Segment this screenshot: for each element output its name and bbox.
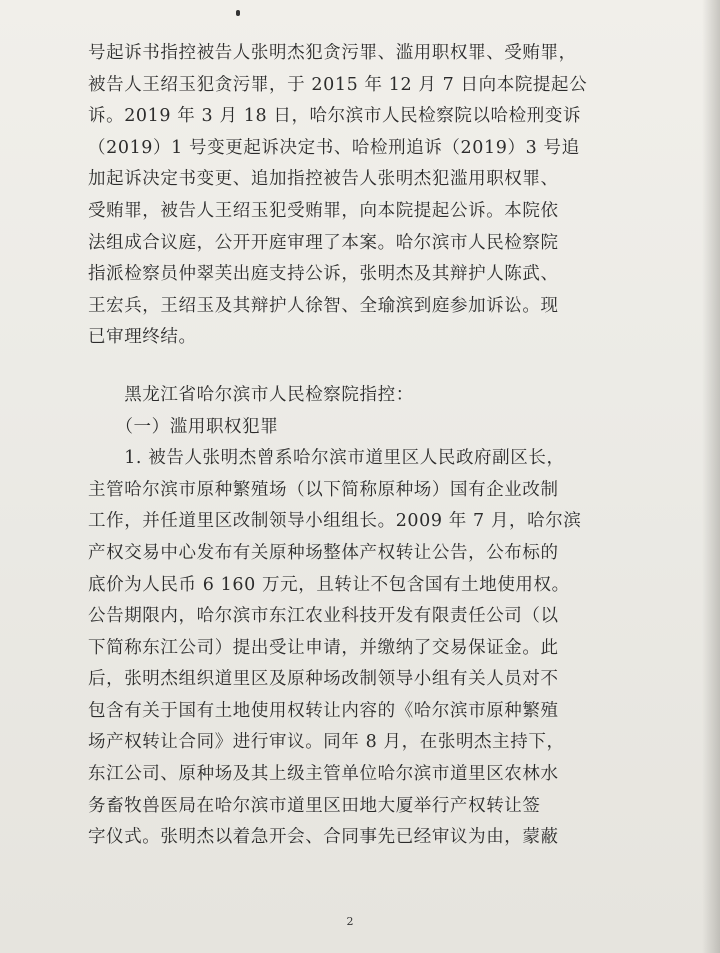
page-edge-shadow (702, 0, 720, 953)
text-line: 产权交易中心发布有关原种场整体产权转让公告，公布标的 (88, 542, 559, 563)
text-line: 主管哈尔滨市原种繁殖场（以下简称原种场）国有企业改制 (88, 479, 559, 500)
section-heading: （一）滥用职权犯罪 (88, 416, 279, 437)
text-line: 公告期限内，哈尔滨市东江农业科技开发有限责任公司（以 (88, 606, 559, 627)
text-line: 加起诉决定书变更、追加指控被告人张明杰犯滥用职权罪、 (88, 169, 559, 190)
text-line: 包含有关于国有土地使用权转让内容的《哈尔滨市原种繁殖 (88, 700, 559, 721)
text-line: 号起诉书指控被告人张明杰犯贪污罪、滥用职权罪、受贿罪， (88, 43, 577, 63)
text-line: 已审理终结。 (88, 327, 197, 348)
page-number: 2 (346, 915, 354, 928)
text-line: 被告人王绍玉犯贪污罪，于 2015 年 12 月 7 日向本院提起公 (88, 74, 588, 95)
charge-intro: 黑龙江省哈尔滨市人民检察院指控： (88, 384, 414, 405)
text-line: （2019）1 号变更起诉决定书、哈检刑追诉（2019）3 号追 (88, 137, 580, 158)
text-line: 王宏兵，王绍玉及其辩护人徐智、全瑜滨到庭参加诉讼。现 (88, 295, 559, 316)
text-line: 诉。2019 年 3 月 18 日，哈尔滨市人民检察院以哈检刑变诉 (88, 106, 582, 127)
text-line: 受贿罪，被告人王绍玉犯受贿罪，向本院提起公诉。本院依 (88, 200, 559, 221)
scan-speck (236, 10, 240, 16)
text-line: 务畜牧兽医局在哈尔滨市道里区田地大厦举行产权转让签 (88, 795, 541, 816)
paragraph-gap (88, 354, 626, 380)
text-line: 场产权转让合同》进行审议。同年 8 月，在张明杰主持下， (88, 732, 565, 753)
text-line: 底价为人民币 6 160 万元，且转让不包含国有土地使用权。 (88, 574, 570, 595)
text-line: 工作，并任道里区改制领导小组组长。2009 年 7 月，哈尔滨 (88, 511, 582, 532)
text-line: 东江公司、原种场及其上级主管单位哈尔滨市道里区农林水 (88, 764, 559, 785)
document-body (88, 38, 626, 854)
text-line: 下简称东江公司）提出受让申请，并缴纳了交易保证金。此 (88, 637, 559, 658)
text-line: 字仪式。张明杰以着急开会、合同事先已经审议为由，蒙蔽 (88, 827, 559, 848)
text-line: 指派检察员仲翠芙出庭支持公诉，张明杰及其辩护人陈武、 (88, 264, 559, 285)
text-line: 后，张明杰组织道里区及原种场改制领导小组有关人员对不 (88, 669, 559, 690)
text-line: 法组成合议庭，公开开庭审理了本案。哈尔滨市人民检察院 (88, 232, 559, 253)
text-line: 1. 被告人张明杰曾系哈尔滨市道里区人民政府副区长， (88, 448, 565, 469)
